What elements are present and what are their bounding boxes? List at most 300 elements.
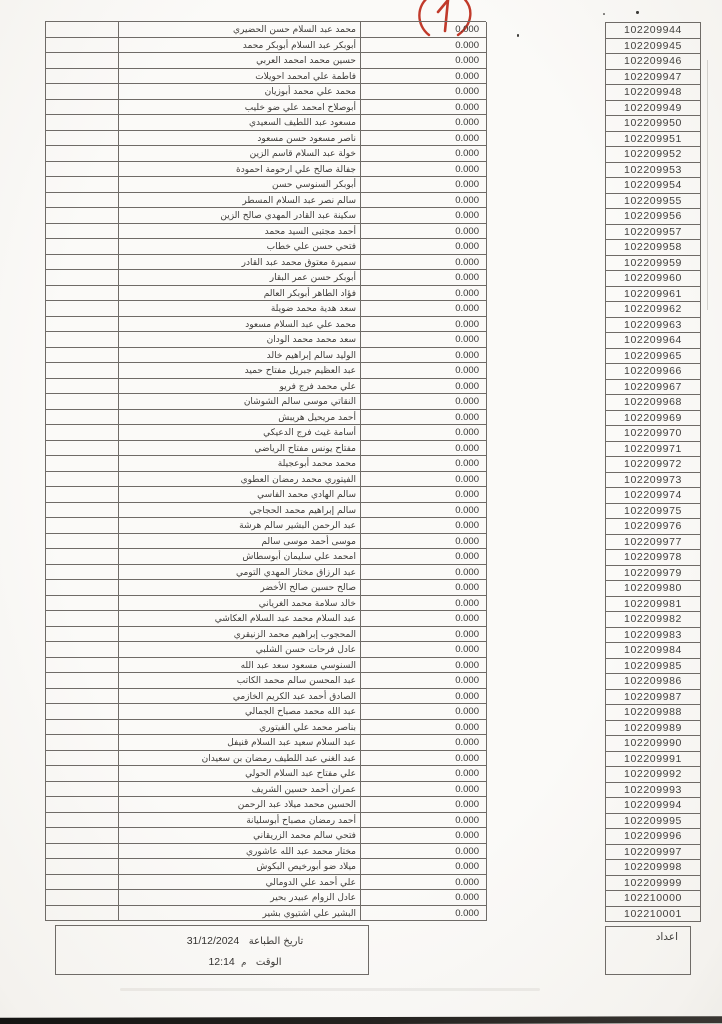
print-info-box: [55, 925, 369, 975]
id-cell: 102209989: [606, 721, 701, 737]
value-cell: 0.000: [361, 394, 487, 410]
name-cell: محمد عبد السلام حسن الحضيري: [119, 22, 361, 38]
name-cell: أحمد رمضان مصباح أبوسليانة: [119, 813, 361, 829]
value-cell: 0.000: [361, 906, 487, 922]
id-cell: 102210000: [606, 891, 701, 907]
value-cell: 0.000: [361, 673, 487, 689]
id-cell: 102209995: [606, 814, 701, 830]
records-table: [45, 21, 486, 921]
blank-cell: [46, 193, 119, 209]
value-cell: 0.000: [361, 363, 487, 379]
scan-speck: [517, 34, 519, 37]
table-row: [46, 813, 486, 829]
blank-cell: [46, 565, 119, 581]
blank-cell: [46, 239, 119, 255]
blank-cell: [46, 301, 119, 317]
blank-cell: [46, 100, 119, 116]
value-cell: 0.000: [361, 782, 487, 798]
print-time-line: [89, 952, 401, 973]
value-cell: 0.000: [361, 456, 487, 472]
blank-cell: [46, 53, 119, 69]
value-cell: 0.000: [361, 720, 487, 736]
table-row: [46, 162, 486, 178]
id-table: [605, 22, 701, 922]
id-cell: 102209965: [606, 349, 701, 365]
blank-cell: [46, 472, 119, 488]
id-cell: 102209962: [606, 302, 701, 318]
id-cell: 102209998: [606, 860, 701, 876]
blank-cell: [46, 828, 119, 844]
id-cell: 102209972: [606, 457, 701, 473]
name-cell: ميلاد ضو أبورخيص البكوش: [119, 859, 361, 875]
value-cell: 0.000: [361, 658, 487, 674]
table-row: [46, 53, 486, 69]
value-cell: 0.000: [361, 410, 487, 426]
id-cell: 102209953: [606, 163, 701, 179]
blank-cell: [46, 317, 119, 333]
value-cell: 0.000: [361, 828, 487, 844]
blank-cell: [46, 348, 119, 364]
value-cell: 0.000: [361, 131, 487, 147]
scan-speck: [603, 13, 605, 15]
id-cell: 102209949: [606, 101, 701, 117]
id-cell: 102209979: [606, 566, 701, 582]
table-row: [46, 146, 486, 162]
value-cell: 0.000: [361, 425, 487, 441]
table-row: [46, 689, 486, 705]
value-cell: 0.000: [361, 177, 487, 193]
table-row: [46, 270, 486, 286]
id-cell: 102209983: [606, 628, 701, 644]
name-cell: عبد العظيم جبريل مفتاح حميد: [119, 363, 361, 379]
name-cell: فتحي حسن علي خطاب: [119, 239, 361, 255]
table-row: [46, 177, 486, 193]
name-cell: أحمد مريحيل هريبش: [119, 410, 361, 426]
value-cell: 0.000: [361, 580, 487, 596]
blank-cell: [46, 704, 119, 720]
id-cell: 102209958: [606, 240, 701, 256]
id-cell: 102209945: [606, 39, 701, 55]
blank-cell: [46, 859, 119, 875]
table-row: [46, 472, 486, 488]
value-cell: 0.000: [361, 255, 487, 271]
name-cell: عبد الرحمن البشير سالم هرشة: [119, 518, 361, 534]
value-cell: 0.000: [361, 627, 487, 643]
id-cell: 102209974: [606, 488, 701, 504]
name-cell: امحمد علي سليمان أبوسطاش: [119, 549, 361, 565]
blank-cell: [46, 890, 119, 906]
id-cell: 102209948: [606, 85, 701, 101]
id-cell: 102209956: [606, 209, 701, 225]
table-row: [46, 782, 486, 798]
value-cell: 0.000: [361, 379, 487, 395]
id-cell: 102209961: [606, 287, 701, 303]
name-cell: عبد السلام محمد عبد السلام العكاشي: [119, 611, 361, 627]
print-time-value: 12:14: [208, 956, 235, 968]
id-cell: 102209973: [606, 473, 701, 489]
name-cell: بناصر محمد علي الفيتوري: [119, 720, 361, 736]
table-row: [46, 456, 486, 472]
value-cell: 0.000: [361, 146, 487, 162]
prepared-by-label: اعداد: [655, 931, 678, 943]
name-cell: علي مفتاح عبد السلام الحولي: [119, 766, 361, 782]
table-row: [46, 627, 486, 643]
table-row: [46, 363, 486, 379]
name-cell: أبوبكر حسن عمر البقار: [119, 270, 361, 286]
value-cell: 0.000: [361, 751, 487, 767]
name-cell: سكينة عبد القادر المهدي صالح الزين: [119, 208, 361, 224]
blank-cell: [46, 224, 119, 240]
blank-cell: [46, 875, 119, 891]
value-cell: 0.000: [361, 797, 487, 813]
value-cell: 0.000: [361, 596, 487, 612]
id-cell: 102209952: [606, 147, 701, 163]
id-cell: 102209963: [606, 318, 701, 334]
blank-cell: [46, 627, 119, 643]
id-cell: 102209946: [606, 54, 701, 70]
name-cell: الصادق أحمد عبد الكريم الخازمي: [119, 689, 361, 705]
name-cell: أحمد مجتبى السيد محمد: [119, 224, 361, 240]
name-cell: فاطمة علي امحمد احويلات: [119, 69, 361, 85]
name-cell: عبد الغني عبد اللطيف رمضان بن سعيدان: [119, 751, 361, 767]
table-row: [46, 844, 486, 860]
value-cell: 0.000: [361, 332, 487, 348]
value-cell: 0.000: [361, 549, 487, 565]
name-cell: عبد الله محمد مصباح الجمالي: [119, 704, 361, 720]
blank-cell: [46, 441, 119, 457]
table-row: [46, 239, 486, 255]
name-cell: البشير علي اشتيوي بشير: [119, 906, 361, 922]
id-cell: 102209955: [606, 194, 701, 210]
value-cell: 0.000: [361, 286, 487, 302]
table-row: [46, 828, 486, 844]
name-cell: عادل الزوام عبيدر بحير: [119, 890, 361, 906]
table-row: [46, 425, 486, 441]
id-cell: 102209971: [606, 442, 701, 458]
blank-cell: [46, 379, 119, 395]
blank-cell: [46, 689, 119, 705]
value-cell: 0.000: [361, 813, 487, 829]
value-cell: 0.000: [361, 689, 487, 705]
id-cell: 102209969: [606, 411, 701, 427]
print-time-meridiem: م: [241, 958, 247, 968]
name-cell: عادل فرحات حسن الشلبي: [119, 642, 361, 658]
id-cell: 102209967: [606, 380, 701, 396]
table-row: [46, 193, 486, 209]
value-cell: 0.000: [361, 115, 487, 131]
value-cell: 0.000: [361, 317, 487, 333]
table-row: [46, 487, 486, 503]
name-cell: أسامة غيث فرج الدعيكي: [119, 425, 361, 441]
table-row: [46, 131, 486, 147]
value-cell: 0.000: [361, 84, 487, 100]
blank-cell: [46, 596, 119, 612]
name-cell: علي محمد فرج فريو: [119, 379, 361, 395]
table-row: [46, 69, 486, 85]
table-row: [46, 704, 486, 720]
table-row: [46, 503, 486, 519]
name-cell: سعد هدية محمد ضويلة: [119, 301, 361, 317]
value-cell: 0.000: [361, 301, 487, 317]
id-cell: 102209987: [606, 690, 701, 706]
blank-cell: [46, 720, 119, 736]
name-cell: السنوسي مسعود سعد عبد الله: [119, 658, 361, 674]
id-cell: 102209959: [606, 256, 701, 272]
blank-cell: [46, 658, 119, 674]
table-row: [46, 859, 486, 875]
blank-cell: [46, 906, 119, 922]
value-cell: 0.000: [361, 53, 487, 69]
id-cell: 102209988: [606, 705, 701, 721]
name-cell: مفتاح يونس مفتاح الرياضي: [119, 441, 361, 457]
value-cell: 0.000: [361, 487, 487, 503]
value-cell: 0.000: [361, 704, 487, 720]
table-row: [46, 100, 486, 116]
blank-cell: [46, 611, 119, 627]
id-cell: 102209951: [606, 132, 701, 148]
id-cell: 102209968: [606, 395, 701, 411]
blank-cell: [46, 766, 119, 782]
name-cell: عبد المحسن سالم محمد الكاتب: [119, 673, 361, 689]
value-cell: 0.000: [361, 766, 487, 782]
id-cell: 102209970: [606, 426, 701, 442]
id-cell: 102210001: [606, 907, 701, 923]
name-cell: الوليد سالم إبراهيم خالد: [119, 348, 361, 364]
value-cell: 0.000: [361, 472, 487, 488]
blank-cell: [46, 518, 119, 534]
table-row: [46, 720, 486, 736]
table-row: [46, 317, 486, 333]
blank-cell: [46, 208, 119, 224]
blank-cell: [46, 534, 119, 550]
value-cell: 0.000: [361, 875, 487, 891]
prepared-by-box: [605, 926, 691, 975]
blank-cell: [46, 69, 119, 85]
id-cell: 102209944: [606, 23, 701, 39]
name-cell: أبوصلاح امحمد علي ضو خليب: [119, 100, 361, 116]
id-cell: 102209980: [606, 581, 701, 597]
name-cell: علي أحمد علي الدومالي: [119, 875, 361, 891]
value-cell: 0.000: [361, 503, 487, 519]
value-cell: 0.000: [361, 534, 487, 550]
table-row: [46, 22, 486, 38]
name-cell: سعد محمد محمد الودان: [119, 332, 361, 348]
print-time-label: الوقت: [255, 957, 282, 968]
table-row: [46, 875, 486, 891]
table-row: [46, 549, 486, 565]
blank-cell: [46, 270, 119, 286]
name-cell: المحجوب إبراهيم محمد الزنيقري: [119, 627, 361, 643]
value-cell: 0.000: [361, 208, 487, 224]
table-row: [46, 642, 486, 658]
blank-cell: [46, 410, 119, 426]
name-cell: حسين محمد امحمد العربي: [119, 53, 361, 69]
table-row: [46, 286, 486, 302]
id-cell: 102209996: [606, 829, 701, 845]
id-cell: 102209975: [606, 504, 701, 520]
blank-cell: [46, 115, 119, 131]
print-date-value: 31/12/2024: [186, 935, 240, 947]
value-cell: 0.000: [361, 100, 487, 116]
name-cell: النقاتي موسى سالم الشوشان: [119, 394, 361, 410]
id-cell: 102209982: [606, 612, 701, 628]
table-row: [46, 379, 486, 395]
blank-cell: [46, 177, 119, 193]
table-row: [46, 410, 486, 426]
table-row: [46, 735, 486, 751]
blank-cell: [46, 642, 119, 658]
value-cell: 0.000: [361, 69, 487, 85]
name-cell: فتحي سالم محمد الزريقاني: [119, 828, 361, 844]
name-cell: سالم نصر عبد السلام المسطر: [119, 193, 361, 209]
name-cell: سالم الهادي محمد الفاسي: [119, 487, 361, 503]
id-cell: 102209950: [606, 116, 701, 132]
table-row: [46, 906, 486, 922]
blank-cell: [46, 22, 119, 38]
blank-cell: [46, 580, 119, 596]
name-cell: جفالة صالح علي ارحومة احمودة: [119, 162, 361, 178]
value-cell: 0.000: [361, 193, 487, 209]
blank-cell: [46, 394, 119, 410]
blank-cell: [46, 487, 119, 503]
id-cell: 102209977: [606, 535, 701, 551]
name-cell: محمد محمد أبوعجيلة: [119, 456, 361, 472]
value-cell: 0.000: [361, 224, 487, 240]
blank-cell: [46, 255, 119, 271]
id-cell: 102209994: [606, 798, 701, 814]
name-cell: الفيتوري محمد رمضان العطوي: [119, 472, 361, 488]
blank-cell: [46, 735, 119, 751]
value-cell: 0.000: [361, 38, 487, 54]
name-cell: سالم إبراهيم محمد الحجاجي: [119, 503, 361, 519]
table-row: [46, 441, 486, 457]
table-row: [46, 534, 486, 550]
id-cell: 102209986: [606, 674, 701, 690]
name-cell: محمد علي محمد أبوزيان: [119, 84, 361, 100]
blank-cell: [46, 363, 119, 379]
id-cell: 102209984: [606, 643, 701, 659]
id-cell: 102209957: [606, 225, 701, 241]
table-row: [46, 611, 486, 627]
value-cell: 0.000: [361, 22, 487, 38]
name-cell: عبد الرزاق مختار المهدي التومي: [119, 565, 361, 581]
id-cell: 102209960: [606, 271, 701, 287]
value-cell: 0.000: [361, 441, 487, 457]
name-cell: ناصر مسعود حسن مسعود: [119, 131, 361, 147]
table-row: [46, 115, 486, 131]
id-cell: 102209985: [606, 659, 701, 675]
table-row: [46, 596, 486, 612]
table-row: [46, 332, 486, 348]
value-cell: 0.000: [361, 518, 487, 534]
value-cell: 0.000: [361, 890, 487, 906]
id-cell: 102209966: [606, 364, 701, 380]
table-row: [46, 751, 486, 767]
value-cell: 0.000: [361, 162, 487, 178]
value-cell: 0.000: [361, 735, 487, 751]
print-date-label: تاريخ الطباعة: [248, 936, 304, 947]
name-cell: عبد السلام سعيد عبد السلام قنيفل: [119, 735, 361, 751]
id-cell: 102209993: [606, 783, 701, 799]
scan-speck: [636, 11, 639, 14]
blank-cell: [46, 425, 119, 441]
name-cell: فؤاد الطاهر أبوبكر العالم: [119, 286, 361, 302]
value-cell: 0.000: [361, 270, 487, 286]
table-row: [46, 84, 486, 100]
name-cell: أبوبكر السنوسي حسن: [119, 177, 361, 193]
name-cell: أبوبكر عبد السلام أبوبكر محمد: [119, 38, 361, 54]
blank-cell: [46, 751, 119, 767]
table-row: [46, 673, 486, 689]
id-cell: 102209978: [606, 550, 701, 566]
name-cell: مختار محمد عبد الله عاشوري: [119, 844, 361, 860]
table-row: [46, 394, 486, 410]
id-cell: 102209997: [606, 845, 701, 861]
table-row: [46, 518, 486, 534]
name-cell: خولة عبد السلام قاسم الزين: [119, 146, 361, 162]
id-cell: 102209999: [606, 876, 701, 892]
table-row: [46, 580, 486, 596]
blank-cell: [46, 332, 119, 348]
name-cell: خالد سلامة محمد الغرياني: [119, 596, 361, 612]
table-row: [46, 658, 486, 674]
name-cell: سميرة معتوق محمد عبد القادر: [119, 255, 361, 271]
id-cell: 102209976: [606, 519, 701, 535]
value-cell: 0.000: [361, 844, 487, 860]
table-row: [46, 890, 486, 906]
value-cell: 0.000: [361, 642, 487, 658]
table-row: [46, 38, 486, 54]
id-cell: 102209990: [606, 736, 701, 752]
value-cell: 0.000: [361, 348, 487, 364]
table-row: [46, 208, 486, 224]
blank-cell: [46, 146, 119, 162]
blank-cell: [46, 456, 119, 472]
name-cell: عمران أحمد حسين الشريف: [119, 782, 361, 798]
id-cell: 102209954: [606, 178, 701, 194]
id-cell: 102209964: [606, 333, 701, 349]
blank-cell: [46, 782, 119, 798]
print-date-line: [89, 931, 401, 952]
id-cell: 102209991: [606, 752, 701, 768]
value-cell: 0.000: [361, 565, 487, 581]
blank-cell: [46, 797, 119, 813]
blank-cell: [46, 38, 119, 54]
table-row: [46, 224, 486, 240]
table-row: [46, 301, 486, 317]
blank-cell: [46, 844, 119, 860]
name-cell: مسعود عبد اللطيف السعيدي: [119, 115, 361, 131]
value-cell: 0.000: [361, 611, 487, 627]
blank-cell: [46, 286, 119, 302]
id-cell: 102209981: [606, 597, 701, 613]
blank-cell: [46, 503, 119, 519]
name-cell: محمد علي عبد السلام مسعود: [119, 317, 361, 333]
value-cell: 0.000: [361, 859, 487, 875]
table-row: [46, 565, 486, 581]
blank-cell: [46, 84, 119, 100]
table-row: [46, 255, 486, 271]
blank-cell: [46, 813, 119, 829]
blank-cell: [46, 131, 119, 147]
blank-cell: [46, 549, 119, 565]
scan-smudge: [120, 988, 540, 991]
scan-bottom-edge: [0, 1016, 722, 1024]
id-cell: 102209947: [606, 70, 701, 86]
table-row: [46, 766, 486, 782]
name-cell: صالح حسين صالح الأخضر: [119, 580, 361, 596]
name-cell: موسى أحمد موسى سالم: [119, 534, 361, 550]
